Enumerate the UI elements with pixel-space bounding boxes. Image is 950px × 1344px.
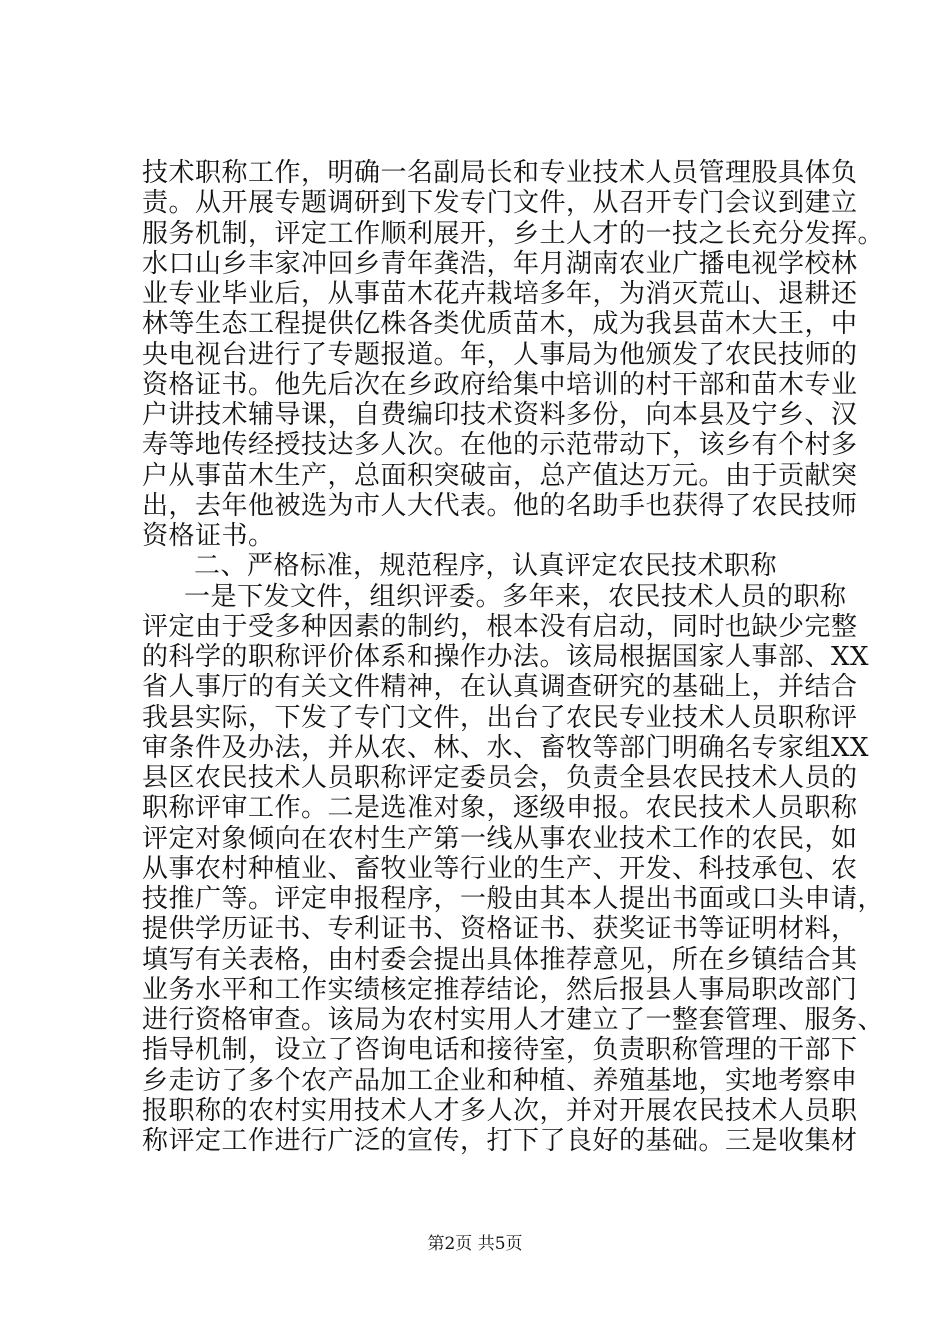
text-line: 县区农民技术人员职称评定委员会，负责全县农民技术人员的 xyxy=(142,763,858,793)
text-line: 央电视台进行了专题报道。年，人事局为他颁发了农民技师的 xyxy=(142,339,858,370)
text-line: 称评定工作进行广泛的宣传，打下了良好的基础。三是收集材 xyxy=(142,1126,858,1156)
text-line: 评定对象倾向在农村生产第一线从事农业技术工作的农民，如 xyxy=(142,823,858,854)
text-line: 资格证书。他先后次在乡政府给集中培训的村干部和苗木专业 xyxy=(142,369,858,400)
text-line: 户从事苗木生产，总面积突破亩，总产值达万元。由于贡献突 xyxy=(142,460,858,491)
text-line: 户讲技术辅导课，自费编印技术资料多份，向本县及宁乡、汉 xyxy=(142,400,858,430)
text-line: 我县实际，下发了专门文件，出台了农民专业技术人员职称评 xyxy=(142,702,858,733)
text-line: 林等生态工程提供亿株各类优质苗木，成为我县苗木大王，中 xyxy=(142,309,858,340)
text-line: 水口山乡丰家冲回乡青年龚浩，年月湖南农业广播电视学校林 xyxy=(142,248,858,279)
text-line: 从事农村种植业、畜牧业等行业的生产、开发、科技承包、农 xyxy=(142,853,858,884)
document-body xyxy=(142,158,885,1156)
text-line: 进行资格审查。该局为农村实用人才建立了一整套管理、服务、 xyxy=(142,1005,885,1035)
text-line: 省人事厅的有关文件精神，在认真调查研究的基础上，并结合 xyxy=(142,672,858,703)
text-line: 技推广等。评定申报程序，一般由其本人提出书面或口头申请， xyxy=(142,884,885,914)
text-line: 责。从开展专题调研到下发专门文件，从召开专门会议到建立 xyxy=(142,188,858,219)
text-line: 提供学历证书、专利证书、资格证书、获奖证书等证明材料， xyxy=(142,914,858,945)
text-line: 服务机制，评定工作顺利展开，乡土人才的一技之长充分发挥。 xyxy=(142,218,885,249)
text-line: 寿等地传经授技达多人次。在他的示范带动下，该乡有个村多 xyxy=(142,430,858,461)
paragraph-first-line: 一是下发文件，组织评委。多年来，农民技术人员的职称 xyxy=(184,581,847,612)
page-number-footer: 第2页 共5页 xyxy=(427,1234,523,1254)
text-line: 资格证书。 xyxy=(142,521,275,551)
text-line: 评定由于受多种因素的制约，根本没有启动，同时也缺少完整 xyxy=(142,611,858,642)
text-line: 业务水平和工作实绩核定推荐结论，然后报县人事局职改部门 xyxy=(142,974,858,1005)
text-line: 填写有关表格，由村委会提出具体推荐意见，所在乡镇结合其 xyxy=(142,944,858,975)
text-line: 职称评审工作。二是选准对象，逐级申报。农民技术人员职称 xyxy=(142,793,858,824)
text-line: 报职称的农村实用技术人才多人次，并对开展农民技术人员职 xyxy=(142,1095,858,1126)
text-line: 业专业毕业后，从事苗木花卉栽培多年，为消灭荒山、退耕还 xyxy=(142,279,858,309)
text-line: 乡走访了多个农产品加工企业和种植、养殖基地，实地考察申 xyxy=(142,1065,858,1096)
text-line: 审条件及办法，并从农、林、水、畜牧等部门明确名专家组XX xyxy=(142,732,870,763)
text-line: 技术职称工作，明确一名副局长和专业技术人员管理股具体负 xyxy=(142,158,858,188)
section-heading: 二、严格标准，规范程序，认真评定农民技术职称 xyxy=(194,551,778,582)
text-line: 出，去年他被选为市人大代表。他的名助手也获得了农民技师 xyxy=(142,490,858,521)
text-line: 指导机制，设立了咨询电话和接待室，负责职称管理的干部下 xyxy=(142,1035,858,1066)
text-line: 的科学的职称评价体系和操作办法。该局根据国家人事部、XX xyxy=(142,642,870,672)
